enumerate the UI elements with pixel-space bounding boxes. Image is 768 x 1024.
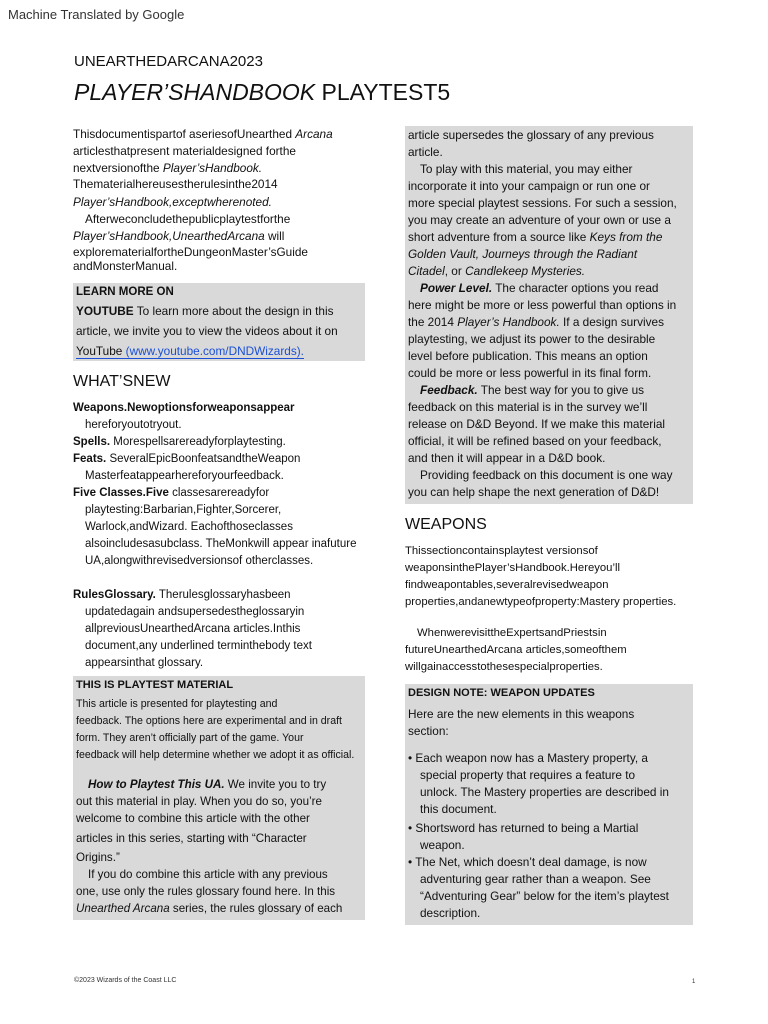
design-note-heading: DESIGN NOTE: WEAPON UPDATES: [408, 687, 595, 699]
playtest-box: THIS IS PLAYTEST MATERIAL This article is presented for playtesting and feedback. The options here are experimental and in draft form. They aren’t officially part of the game. Your feedback will help determine whether we adopt it as official. How to Playtest This UA. We invite you to try out this material in play. When you do so, you’re welcome to combine this article with the other articles in this series, starting with “Character Origins.” If you do combine this article with any previous one, use only the rules glossary found here. In this Unearthed Arcana series, the rules glossary of each: [73, 676, 365, 920]
list-item: • The Net, which doesn’t deal damage, is now adventuring gear rather than a weapon. See “Adventuring Gear” below for the item’s playtest description.: [408, 855, 669, 920]
weapons-heading: WEAPONS: [405, 516, 487, 533]
intro-paragraph: Thisdocumentispartof aseriesofUnearthed Arcana articlesthatpresent materialdesigned forthe nextversionofthe Player’sHandbook. Thematerialhereusestherulesinthe2014 Player’sHandbook,exceptwherenoted. Afterweconcludethepublicplaytestforthe Player’sHandbook,UnearthedArcana will explorematerialfortheDungeonMaster’sGuide andMonsterManual.: [73, 127, 333, 273]
learn-more-box: LEARN MORE ON YOUTUBE To learn more about the design in this article, we invite you to view the videos about it on YouTube (www.youtube.com/DNDWizards).: [73, 283, 365, 361]
page-title: [74, 79, 450, 106]
learn-more-heading: LEARN MORE ON: [76, 286, 174, 298]
title-rest: PLAYTEST5: [315, 79, 451, 105]
title-italic: PLAYER’SHANDBOOK: [74, 79, 316, 105]
right-column: [405, 126, 693, 925]
series-label: UNEARTHEDARCANA2023: [74, 53, 263, 70]
page-number: 1: [692, 979, 696, 985]
copyright: ©2023 Wizards of the Coast LLC: [74, 977, 177, 984]
list-item: • Each weapon now has a Mastery property, a special property that requires a feature to unlock. The Mastery properties are described in this document.: [408, 751, 669, 816]
design-note-box: DESIGN NOTE: WEAPON UPDATES Here are the new elements in this weapons section: • Each weapon now has a Mastery property, a special property that requires a feature to unlock. The Mastery properties are described in this document. • Shortsword has returned to being a Martial weapon. • The Net, which doesn’t deal damage, is now adventuring gear rather than a weapon. See “Adventuring Gear” below for the item’s playtest description.: [405, 684, 693, 925]
weapons-intro: Thissectioncontainsplaytest versionsof weaponsinthePlayer’sHandbook.Hereyou’ll findweapontables,severalrevisedweapon properties,andanewtypeofproperty:Mastery properties. WhenwerevisittheExpertsandPriestsin futureUnearthedArcana articles,someofthem willgainaccesstothesespecialproperties.: [405, 545, 677, 673]
whats-new-list: Weapons.Newoptionsforweaponsappear hereforyoutotryout. Spells. Morespellsarereadyforplaytesting. Feats. SeveralEpicBoonfeatsandtheWeapon Masterfeatappearhereforyourfeedback. Five Classes.Five classesarereadyfor playtesting:Barbarian,Fighter,Sorcerer, Warlock,andWizard. Eachofthoseclasses alsoincludesasubclass. TheMonkwill appear inafuture UA,alongwithrevisedversionsof otherclasses. RulesGlossary. Therulesglossaryhasbeen updatedagain andsupersedestheglossaryin allpreviousUnearthedArcana articles.Inthis document,any underlined terminthebody text appearsinthat glossary.: [73, 402, 357, 669]
bullet-list: [408, 750, 690, 922]
whats-new-heading: WHAT’SNEW: [73, 373, 171, 390]
playtest-heading: THIS IS PLAYTEST MATERIAL: [76, 679, 234, 691]
playtest-box-continued: article supersedes the glossary of any previous article. To play with this material, you may either incorporate it into your campaign or run one or more special playtest sessions. For such a session, you may create an adventure of your own or use a short adventure from a source like Keys from the Golden Vault, Journeys through the Radiant Citadel, or Candlekeep Mysteries. Power Level. The character options you read here might be more or less powerful than options in the 2014 Player’s Handbook. If a design survives playtesting, we adjust its power to the desirable level before publication. This means an option could be more or less powerful in its final form. Feedback. The best way for you to give us feedback on this material is in the survey we’ll release on D&D Beyond. If we make this material official, it will be refined based on your feedback, and then it will appear in a D&D book. Providing feedback on this document is one way you can help shape the next generation of D&D!: [405, 126, 693, 504]
translation-banner: Machine Translated by Google: [8, 7, 185, 22]
list-item: • Shortsword has returned to being a Martial weapon.: [408, 821, 639, 852]
youtube-link[interactable]: (www.youtube.com/DNDWizards).: [125, 344, 304, 358]
left-column: [73, 126, 365, 920]
